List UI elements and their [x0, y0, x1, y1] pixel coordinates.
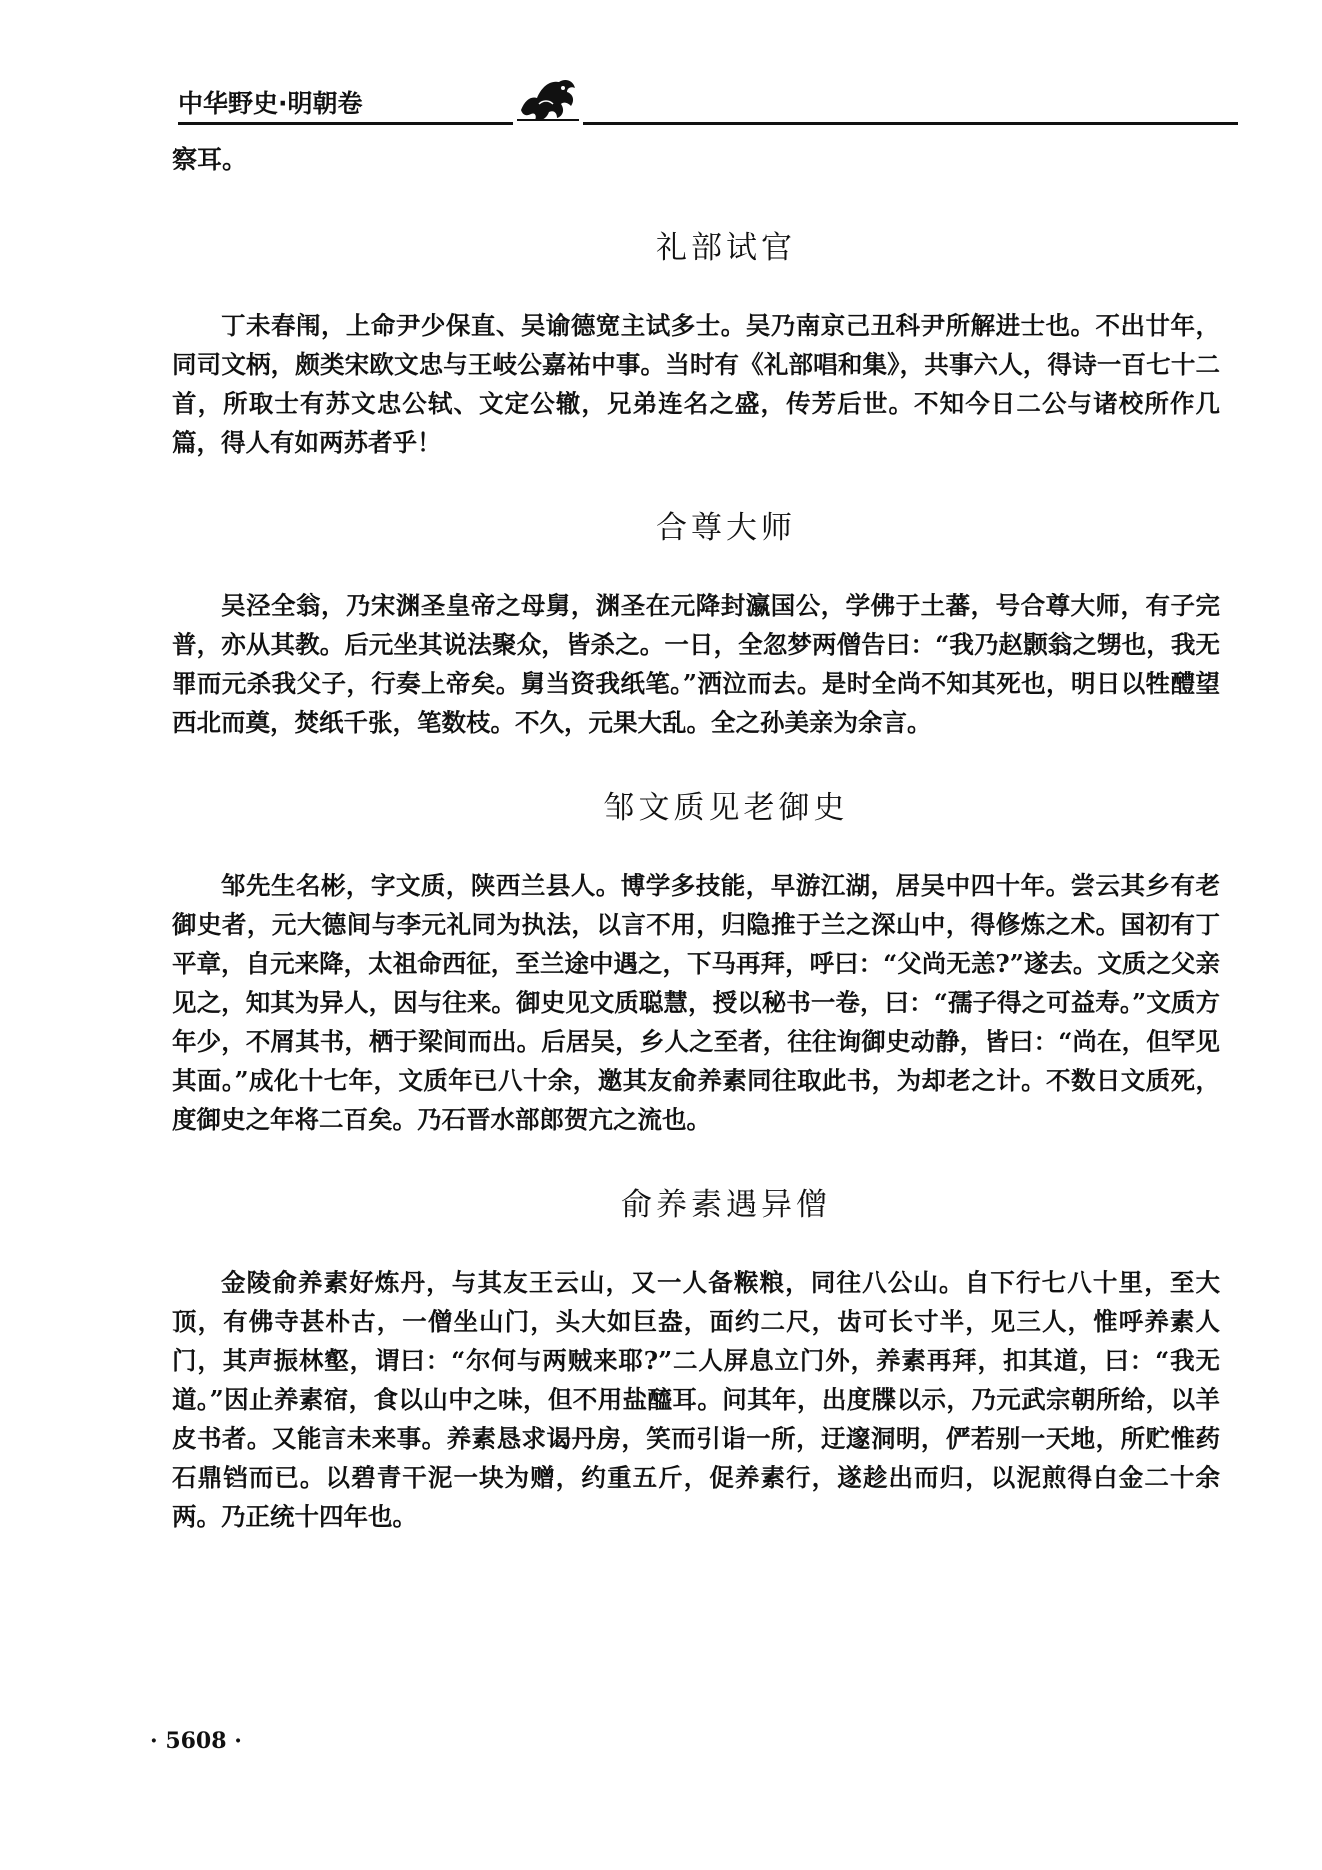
section-paragraph: 丁未春闱，上命尹少保直、吴谕德宽主试多士。吴乃南京己丑科尹所解进士也。不出廿年，同司文柄，颇类宋欧文忠与王岐公嘉祐中事。当时有《礼部唱和集》，共事六人，得诗一百七十二首，所取士有苏文忠公轼、文定公辙，兄弟连名之盛，传芳后世。不知今日二公与诸校所作几篇，得人有如两苏者乎！ — [172, 311, 1220, 457]
header-rule — [178, 122, 1238, 125]
section-paragraph: 邹先生名彬，字文质，陕西兰县人。博学多技能，早游江湖，居吴中四十年。尝云其乡有老御史者，元大德间与李元礼同为执法，以言不用，归隐推于兰之深山中，得修炼之术。国初有丁平章，自元来降，太祖命西征，至兰途中遇之，下马再拜，呼曰：“父尚无恙?”遂去。文质之父亲见之，知其为异人，因与往来。御史见文质聪慧，授以秘书一卷，曰：“孺子得之可益寿。”文质方年少，不屑其书，栖于梁间而出。后居吴，乡人之至者，往往询御史动静，皆曰：“尚在，但罕见其面。”成化十七年，文质年已八十余，邀其友俞养素同往取此书，为却老之计。不数日文质死，度御史之年将二百矣。乃石晋水部郎贺亢之流也。 — [172, 871, 1220, 1134]
dragon-ornament-icon — [513, 70, 583, 126]
section-title-hezun-dashi: 合尊大师 — [656, 510, 796, 546]
section-title-libu-shiguan: 礼部试官 — [656, 230, 796, 266]
page-number: · 5608 · — [150, 1728, 242, 1754]
section-title-yu-yangsu: 俞养素遇异僧 — [621, 1187, 831, 1223]
main-text — [172, 140, 1220, 1580]
continued-text: 察耳。 — [172, 145, 248, 174]
section-paragraph: 金陵俞养素好炼丹，与其友王云山，又一人备糇粮，同往八公山。自下行七八十里，至大顶，有佛寺甚朴古，一僧坐山门，头大如巨盎，面约二尺，齿可长寸半，见三人，惟呼养素人门，其声振林壑，谓曰：“尔何与两贼来耶?”二人屏息立门外，养素再拜，扣其道，曰：“我无道。”因止养素宿，食以山中之味，但不用盐醯耳。问其年，出度牒以示，乃元武宗朝所给，以羊皮书者。又能言未来事。养素恳求谒丹房，笑而引诣一所，迂邃洞明，俨若别一天地，所贮惟药石鼎铛而已。以碧青干泥一块为赠，约重五斤，促养素行，遂趁出而归，以泥煎得白金二十余两。乃正统十四年也。 — [172, 1268, 1220, 1531]
section-title-zou-wenzhi: 邹文质见老御史 — [603, 790, 849, 826]
running-title: 中华野史·明朝卷 — [178, 89, 363, 118]
section-paragraph: 吴泾全翁，乃宋渊圣皇帝之母舅，渊圣在元降封瀛国公，学佛于土蕃，号合尊大师，有子完普，亦从其教。后元坐其说法聚众，皆杀之。一日，全忽梦两僧告曰：“我乃赵颢翁之甥也，我无罪而元杀我父子，行奏上帝矣。舅当资我纸笔。”洒泣而去。是时全尚不知其死也，明日以牲醴望西北而奠，焚纸千张，笔数枝。不久，元果大乱。全之孙美亲为余言。 — [172, 591, 1220, 737]
running-head — [178, 76, 1238, 132]
